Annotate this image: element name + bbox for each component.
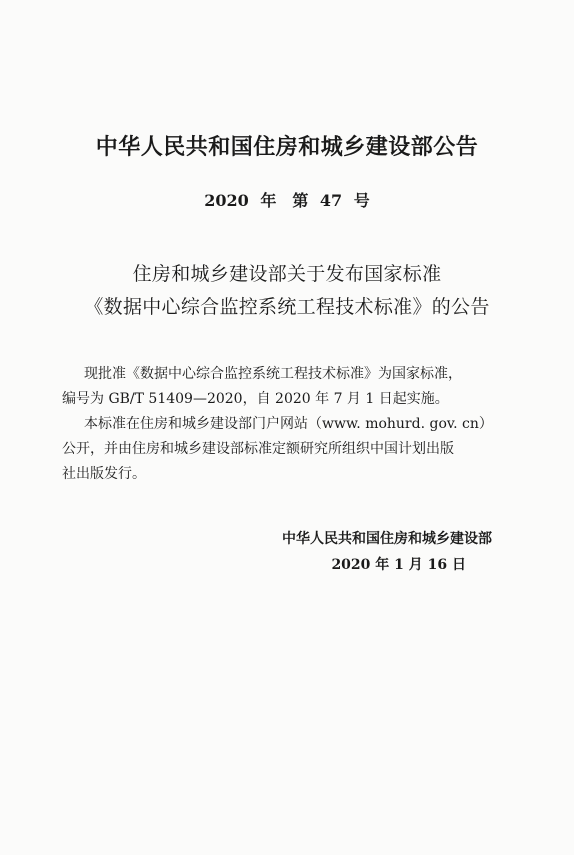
paragraph-1-line-2: 编号为 GB/T 51409—2020，自 2020 年 7 月 1 日起实施。 — [62, 391, 449, 407]
paragraph-2-line-2: 公开，并由住房和城乡建设部标准定额研究所组织中国计划出版 — [62, 441, 454, 457]
signature-date: 2020 年 1 月 16 日 — [331, 557, 466, 573]
subject-line-1: 住房和城乡建设部关于发布国家标准 — [132, 263, 442, 285]
issuer-title: 中华人民共和国住房和城乡建设部公告 — [95, 135, 479, 160]
issue-number: 2020 年 第 47 号 — [204, 191, 370, 210]
paragraph-1-line-1: 现批准《数据中心综合监控系统工程技术标准》为国家标准， — [84, 366, 462, 382]
subject-line-2: 《数据中心综合监控系统工程技术标准》的公告 — [84, 296, 490, 318]
signature-organization: 中华人民共和国住房和城乡建设部 — [282, 531, 492, 547]
paragraph-2-line-3: 社出版发行。 — [62, 466, 146, 482]
body-paragraph-1 — [62, 362, 510, 412]
paragraph-2-line-1: 本标准在住房和城乡建设部门户网站（www. mohurd. gov. cn） — [84, 416, 493, 432]
body-paragraph-2 — [62, 412, 510, 487]
